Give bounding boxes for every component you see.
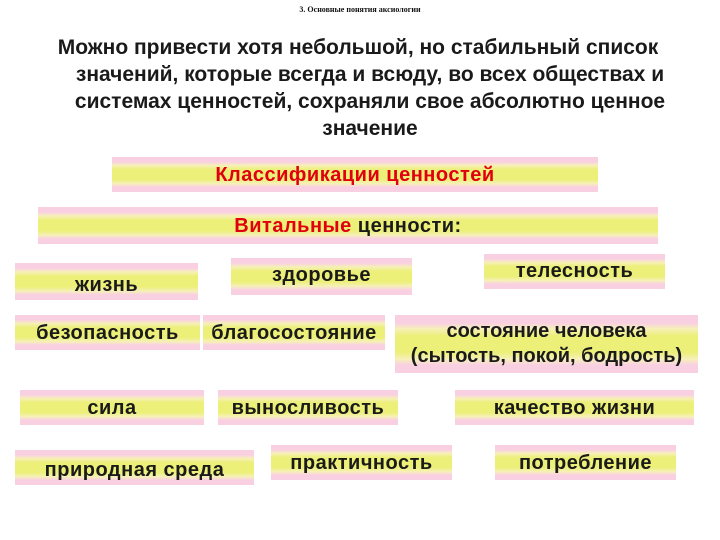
value-box-safety — [15, 315, 200, 350]
value-box-corporeality — [484, 254, 665, 289]
vital-rest: ценности: — [357, 214, 462, 237]
value-label-detail: (сытость, покой, бодрость) — [410, 345, 683, 367]
intro-line: значение — [322, 117, 418, 140]
value-label: сила — [87, 396, 137, 419]
classification-title: Классификации ценностей — [215, 163, 495, 186]
value-box-life — [15, 263, 198, 300]
classification-title-box — [112, 157, 598, 192]
intro-line: значений, которые всегда и всюду, во всех обществах и — [75, 63, 665, 86]
value-box-endurance — [218, 390, 398, 425]
vital-highlight: Витальные — [234, 214, 352, 237]
value-box-health — [231, 258, 412, 295]
slide-header: 3. Основные понятия аксиологии — [299, 5, 421, 14]
value-label: благосостояние — [211, 321, 377, 344]
value-label: потребление — [518, 451, 653, 474]
value-label: состояние человека — [446, 320, 647, 342]
vital-values-heading — [234, 214, 461, 238]
value-box-nature — [15, 450, 254, 485]
value-label: здоровье — [272, 263, 371, 286]
vital-values-heading-box — [38, 207, 658, 244]
value-label: телесность — [515, 259, 634, 282]
intro-line: системах ценностей, сохраняли свое абсолютно ценное — [74, 90, 666, 113]
intro-paragraph — [45, 34, 695, 142]
value-box-quality-of-life — [455, 390, 694, 425]
value-box-wellbeing — [203, 315, 385, 350]
value-box-practicality — [271, 445, 452, 480]
value-label: природная среда — [44, 458, 225, 481]
value-box-human-state — [395, 315, 698, 373]
value-label: практичность — [290, 451, 433, 474]
value-label: качество жизни — [493, 396, 656, 419]
value-label: жизнь — [74, 273, 139, 296]
intro-line: Можно привести хотя небольшой, но стабильный список — [57, 36, 659, 59]
value-box-strength — [20, 390, 204, 425]
value-label: выносливость — [231, 396, 385, 419]
value-box-consumption — [495, 445, 676, 480]
value-label: безопасность — [36, 321, 179, 344]
